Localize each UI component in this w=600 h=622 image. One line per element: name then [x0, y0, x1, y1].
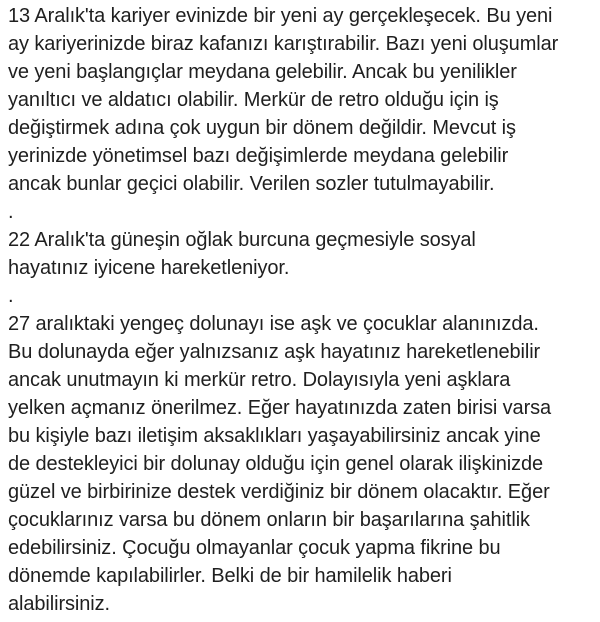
text-line: alabilirsiniz. [8, 593, 110, 615]
text-line: 22 Aralık'ta güneşin oğlak burcuna geçmesiyle sosyal [8, 229, 476, 251]
text-line: yanıltıcı ve aldatıcı olabilir. Merkür de retro olduğu için iş [8, 89, 499, 111]
text-line: değiştirmek adına çok uygun bir dönem değildir. Mevcut iş [8, 117, 516, 139]
text-line: hayatınız iyicene hareketleniyor. [8, 257, 290, 279]
text-line: de destekleyici bir dolunay olduğu için genel olarak ilişkinizde [8, 453, 544, 475]
text-line: ay kariyerinizde biraz kafanızı karıştırabilir. Bazı yeni oluşumlar [8, 33, 559, 55]
text-line: yelken açmanız önerilmez. Eğer hayatınızda zaten birisi varsa [8, 397, 552, 419]
text-line: 13 Aralık'ta kariyer evinizde bir yeni ay gerçekleşecek. Bu yeni [8, 5, 553, 27]
document-body [8, 2, 598, 618]
paragraph-2 [8, 226, 598, 282]
text-line: güzel ve birbirinize destek verdiğiniz bir dönem olacaktır. Eğer [8, 481, 550, 503]
separator-dot: . [8, 285, 14, 307]
text-line: bu kişiyle bazı iletişim aksaklıkları yaşayabilirsiniz ancak yine [8, 425, 541, 447]
text-line: Bu dolunayda eğer yalnızsanız aşk hayatınız hareketlenebilir [8, 341, 541, 363]
text-line: ancak bunlar geçici olabilir. Verilen sozler tutulmayabilir. [8, 173, 495, 195]
text-line: ve yeni başlangıçlar meydana gelebilir. Ancak bu yenilikler [8, 61, 517, 83]
text-line: çocuklarınız varsa bu dönem onların bir başarılarına şahitlik [8, 509, 530, 531]
separator-dot: . [8, 201, 14, 223]
text-line: dönemde kapılabilirler. Belki de bir hamilelik haberi [8, 565, 452, 587]
text-line: yerinizde yönetimsel bazı değişimlerde meydana gelebilir [8, 145, 509, 167]
paragraph-3 [8, 310, 598, 618]
text-line: edebilirsiniz. Çocuğu olmayanlar çocuk yapma fikrine bu [8, 537, 501, 559]
paragraph-1 [8, 2, 598, 198]
text-line: ancak unutmayın ki merkür retro. Dolayısıyla yeni aşklara [8, 369, 511, 391]
text-line: 27 aralıktaki yengeç dolunayı ise aşk ve çocuklar alanınızda. [8, 313, 539, 335]
